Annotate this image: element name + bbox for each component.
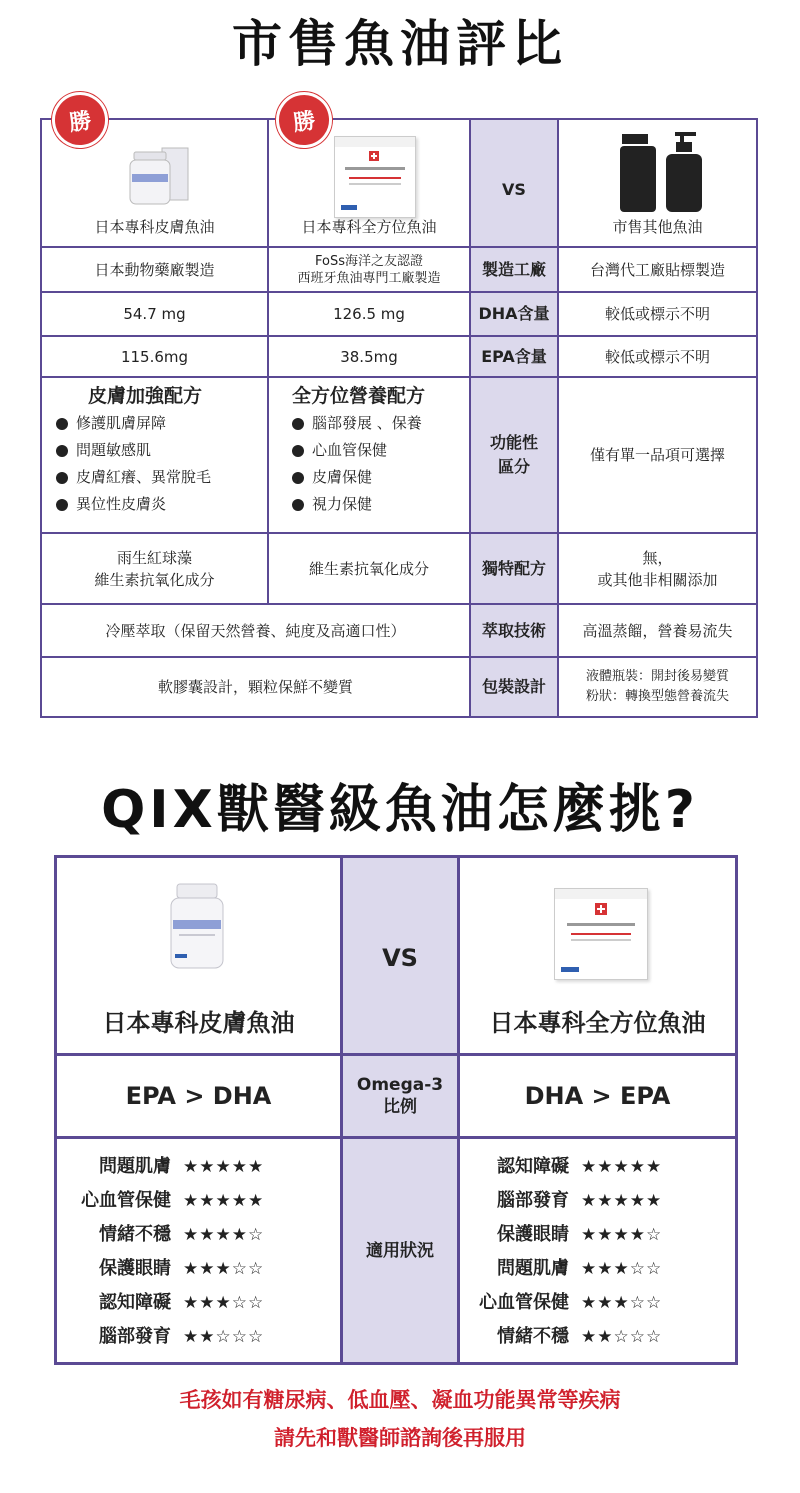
suitability-label: 保護眼睛: [497, 1224, 569, 1245]
function-skin-item: 修護肌膚屏障: [76, 414, 167, 432]
product-name-left: 日本專科皮膚魚油: [102, 1009, 295, 1037]
extract-label: 萃取技術: [481, 620, 546, 640]
function-label-line2: 區分: [497, 457, 530, 476]
package-products: 軟膠囊設計，顆粒保鮮不變質: [157, 678, 353, 696]
product-name-allround: 日本專科全方位魚油: [301, 218, 437, 236]
star-rating: ★★★★★: [581, 1191, 663, 1211]
product-name-right: 日本專科全方位魚油: [489, 1009, 706, 1037]
ratio-label-line2: 比例: [383, 1097, 417, 1117]
factory-label: 製造工廠: [481, 259, 546, 279]
unique-allround: 維生素抗氧化成分: [308, 559, 429, 578]
comparison-table-1: [40, 118, 758, 718]
unique-other-line2: 或其他非相關添加: [597, 570, 718, 589]
ratio-label-line1: Omega-3: [356, 1075, 444, 1095]
suitability-row: [63, 1218, 264, 1252]
star-rating: ★★★☆☆: [581, 1293, 663, 1313]
unique-label: 獨特配方: [481, 558, 546, 578]
all-round-fish-oil-box-image: [334, 136, 416, 218]
unique-skin: [42, 534, 267, 603]
function-skin-item: 異位性皮膚炎: [76, 495, 167, 513]
function-skin-heading: 皮膚加強配方: [88, 385, 203, 407]
suitability-label: 心血管保健: [81, 1190, 171, 1211]
star-rating: ★★☆☆☆: [581, 1327, 663, 1347]
function-allround: [292, 382, 425, 518]
star-rating: ★★★★★: [183, 1157, 265, 1177]
dha-other: 較低或標示不明: [604, 305, 710, 323]
section-title-how-to-choose: QIX獸醫級魚油怎麼挑?: [101, 780, 699, 840]
star-rating: ★★★☆☆: [581, 1259, 663, 1279]
extract-other: 高溫蒸餾，營養易流失: [582, 621, 733, 640]
suitability-label: 認知障礙: [99, 1292, 171, 1313]
epa-other: 較低或標示不明: [604, 347, 710, 366]
winner-badge-skin: 勝: [48, 88, 111, 151]
ratio-right: DHA > EPA: [524, 1082, 671, 1110]
star-rating: ★★★☆☆: [183, 1293, 265, 1313]
suitability-label: 問題肌膚: [497, 1258, 569, 1279]
suitability-label: 情緒不穩: [497, 1326, 569, 1347]
function-allround-item: 心血管保健: [312, 441, 388, 459]
unique-skin-line2: 維生素抗氧化成分: [94, 570, 215, 589]
suitability-label: 問題肌膚: [99, 1156, 171, 1177]
unique-skin-line1: 雨生紅球藻: [116, 548, 192, 567]
suitability-right: [461, 1150, 662, 1354]
dha-allround: 126.5 mg: [333, 305, 405, 323]
other-fish-oil-silhouette-icon: [620, 130, 710, 215]
function-allround-item: 視力保健: [312, 495, 373, 513]
package-label: 包裝設計: [481, 677, 546, 696]
suitability-left: [63, 1150, 264, 1354]
winner-badge-allround: 勝: [272, 88, 335, 151]
suitability-row: [461, 1150, 662, 1184]
star-rating: ★★☆☆☆: [183, 1327, 265, 1347]
unique-other: [559, 534, 756, 603]
package-other-line1: 液體瓶裝：開封後易變質: [585, 669, 729, 684]
ratio-label: [343, 1056, 457, 1136]
suitability-label: 認知障礙: [497, 1156, 569, 1177]
product-name-skin: 日本專科皮膚魚油: [94, 218, 215, 236]
epa-skin: 115.6mg: [120, 347, 189, 366]
factory-other: 台灣代工廠貼標製造: [589, 260, 725, 279]
function-allround-heading: 全方位營養配方: [292, 385, 426, 407]
dha-label: DHA含量: [478, 304, 550, 323]
function-label: [471, 378, 557, 532]
suitability-row: [63, 1184, 264, 1218]
unique-other-line1: 無，: [642, 548, 673, 567]
suitability-row: [461, 1252, 662, 1286]
suitability-row: [63, 1150, 264, 1184]
function-other: 僅有單一品項可選擇: [589, 446, 725, 464]
all-round-fish-oil-box-image: [554, 888, 648, 980]
suitability-label-center: 適用狀況: [366, 1240, 434, 1261]
vs-label-2: VS: [382, 944, 418, 972]
ratio-left: EPA > DHA: [125, 1082, 272, 1110]
factory-allround-line2: 西班牙魚油專門工廠製造: [297, 270, 441, 286]
function-allround-item: 皮膚保健: [312, 468, 373, 486]
dha-skin: 54.7 mg: [123, 305, 186, 323]
skin-fish-oil-bottle-image: [122, 138, 192, 208]
suitability-label: 情緒不穩: [99, 1224, 171, 1245]
function-skin-item: 皮膚紅癢、異常脫毛: [76, 468, 212, 486]
package-other-line2: 粉狀：轉換型態營養流失: [585, 689, 729, 704]
suitability-row: [63, 1252, 264, 1286]
suitability-label: 腦部發育: [99, 1326, 171, 1347]
comparison-table-2: [54, 855, 738, 1365]
suitability-label: 保護眼睛: [99, 1258, 171, 1279]
suitability-row: [461, 1286, 662, 1320]
factory-allround: [269, 248, 469, 291]
warning-line-1: 毛孩如有糖尿病、低血壓、凝血功能異常等疾病: [179, 1388, 621, 1412]
suitability-label: 心血管保健: [479, 1292, 569, 1313]
page-title: 市售魚油評比: [232, 15, 568, 73]
function-allround-item: 腦部發展 、保養: [312, 414, 422, 432]
suitability-row: [461, 1320, 662, 1354]
function-skin-item: 問題敏感肌: [76, 441, 152, 459]
suitability-label: 腦部發育: [497, 1190, 569, 1211]
star-rating: ★★★☆☆: [183, 1259, 265, 1279]
suitability-row: [461, 1218, 662, 1252]
vs-label: VS: [502, 180, 526, 199]
star-rating: ★★★★☆: [183, 1225, 265, 1245]
skin-fish-oil-bottle-image: [167, 880, 227, 972]
package-other: [559, 658, 756, 716]
function-skin: [56, 382, 211, 518]
star-rating: ★★★★★: [581, 1157, 663, 1177]
warning-line-2: 請先和獸醫師諮詢後再服用: [274, 1426, 526, 1450]
product-name-other: 市售其他魚油: [612, 218, 703, 236]
epa-label: EPA含量: [481, 346, 547, 366]
function-label-line1: 功能性: [489, 433, 538, 452]
star-rating: ★★★★★: [183, 1191, 265, 1211]
suitability-row: [63, 1286, 264, 1320]
epa-allround: 38.5mg: [340, 347, 398, 366]
suitability-row: [63, 1320, 264, 1354]
factory-skin: 日本動物藥廠製造: [94, 260, 215, 279]
extract-products: 冷壓萃取（保留天然營養、純度及高適口性）: [105, 621, 406, 640]
suitability-row: [461, 1184, 662, 1218]
factory-allround-line1: FoSs海洋之友認證: [315, 253, 423, 269]
star-rating: ★★★★☆: [581, 1225, 663, 1245]
